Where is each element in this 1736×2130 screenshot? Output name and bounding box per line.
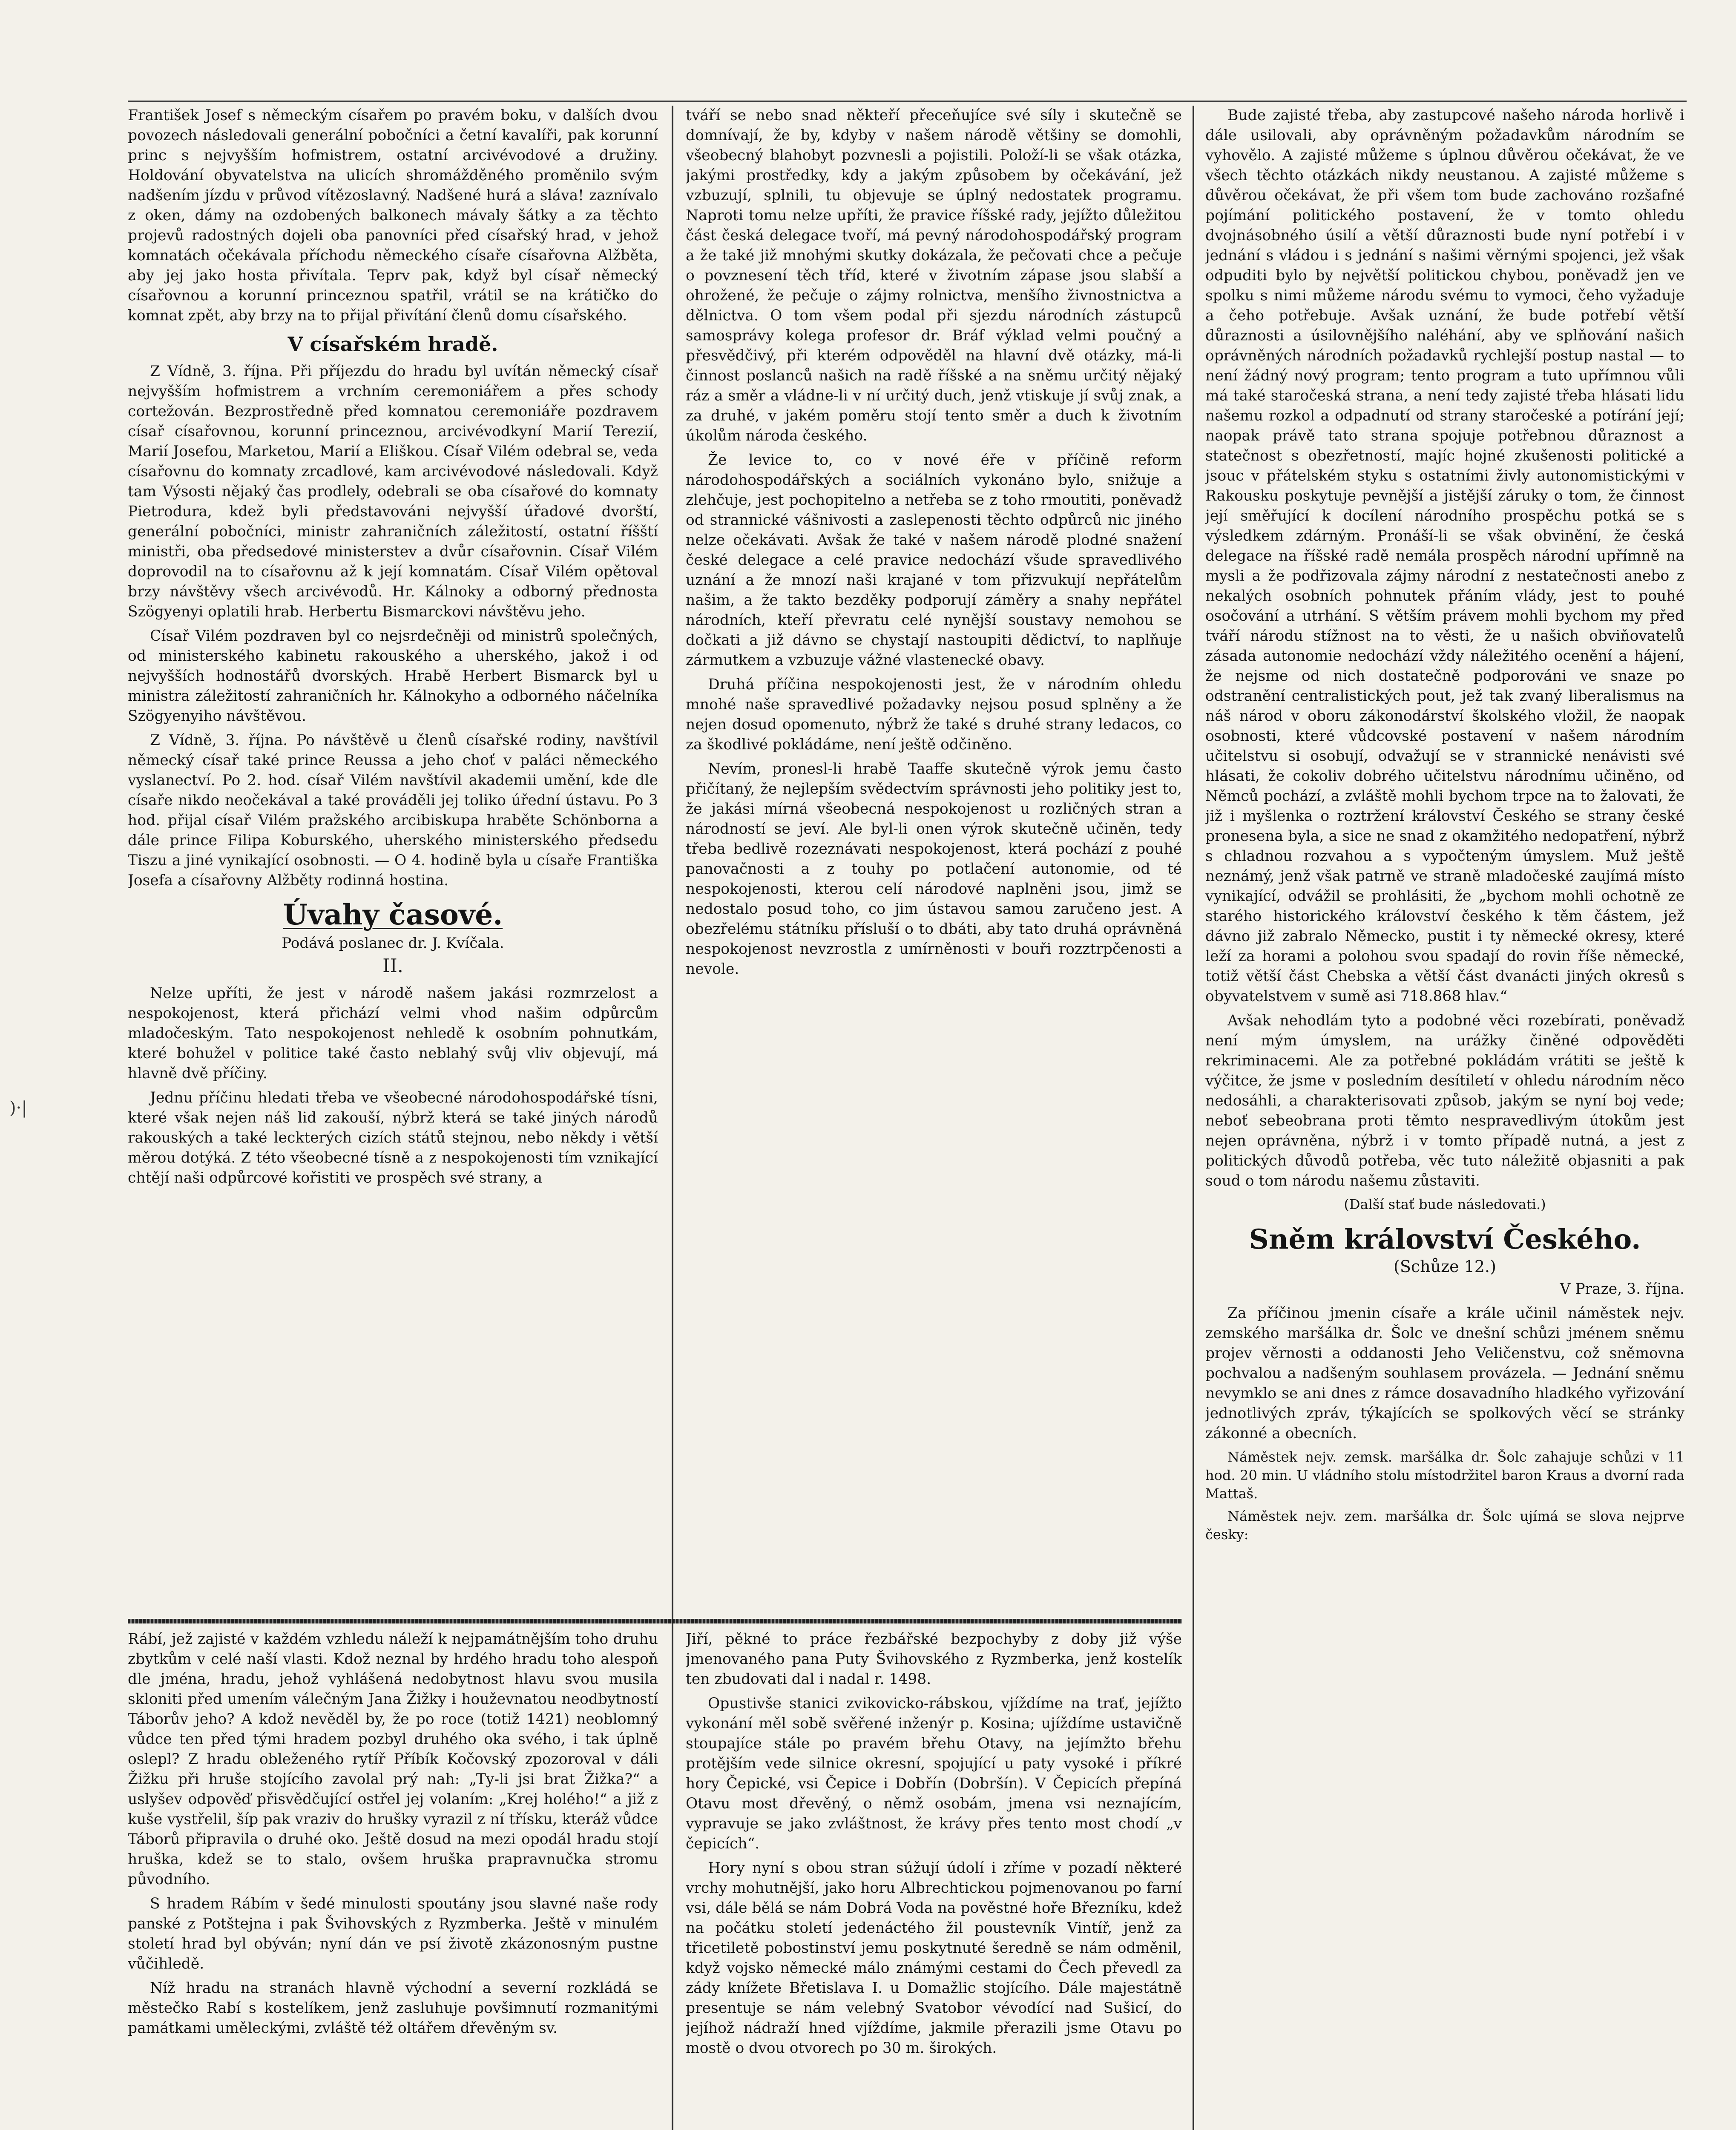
opening-paragraph: František Josef s německým císařem po pravém boku, v dalších dvou povozech následovali generální pobočníci a četní kavalíři, pak korunní princ s nejvyšším hofmistrem, ostatní arcivévodové a družiny. Holdování obyvatelstva na ulicích shromážděného proměnilo svým nadšením jízdu v průvod vítězoslavný. Nadšené hurá a sláva! zaznívalo z oken, dámy na ozdobených balkonech mávaly šátky a za těchto projevů radostných dojeli oba panovníci před císařský hrad, v jehož komnatách očekávala příchodu německého císaře císařovna Alžběta, aby jej jako hosta přivítala. Teprv pak, když byl císař německý císařovnou a korunní princeznou spatřil, vrátil se na krátičko do komnat zpět, aby brzy na to přijal přivítání členů domu císařského.: [128, 107, 658, 324]
middle-column: [686, 106, 1182, 1602]
top-rule: [128, 101, 1687, 102]
diet-session: (Schůze 12.): [1394, 1257, 1496, 1276]
right-paragraph-2: Avšak nehodlám tyto a podobné věci rozebírati, poněvadž není mým úmyslem, na urážky činěné odpověděti rekriminacemi. Ale za potřebné pokládám vrátiti se ještě k výčitce, že jsme v posledním desítiletí v ohledu národním něco nedosáhli, a charakterisovati způsob, jakým se nyní boj vede; neboť sebeobrana proti těmto nespravedlivým útokům jest nejen oprávněna, nýbrž i v tomto případě nutná, a jest z politických důvodů potřeba, věc tuto náležitě objasniti a pak soud o tom národu našemu zůstaviti.: [1205, 1012, 1684, 1189]
right-paragraph-1: Bude zajisté třeba, aby zastupcové našeho národa horlivě i dále usilovali, aby oprávněným požadavkům národním se vyhovělo. A zajisté můžeme s úplnou důvěrou očekávat, že ve všech těchto otázkách nikdy neustanou. A zajisté můžeme s důvěrou očekávat, že při všem tom bude zachováno rozšafné pojímání politického postavení, že v tomto ohledu dvojnásobného úsilí a větší důraznosti bude nyní potřebí i v jednání s vládou i s jednání s našimi věrnými spojenci, jež však odpuditi bylo by největší politickou chybou, poněvadž jen ve spolku s nimi můžeme národu svému to vymoci, čeho vyžaduje a čeho potřebuje. Avšak uznání, že bude potřebí větší důraznosti a úsilovnějšího naléhání, aby ve splňování našich oprávněných národních požadavků rychlejší postup nastal — to není žádný nový program; tento program a tuto upřímnou vůli má také staročeská strana, a není tedy zajisté třeba hlásati lidu našemu rozkol a odpadnutí od strany staročeské a potírání její; naopak právě tato strana spojuje potřebnou důraznost a statečnost s obezřetností, majíc hojné zkušenosti politické a jsouc v přátelském styku s ostatními živly autonomistickými v Rakousku poskytuje pevnější a jistější záruky o tom, že činnost její směřující k docílení národního prospěchu potká se s výsledkem zdárným. Pronáší-li se však obvinění, že česká delegace na říšské radě nemála prospěch národní upřímně na mysli a že podřizovala zájmy národní z nestatečnosti anebo z nekalých osobních pohnutek přáním vlády, jest to pouhé osočování a utrhání. S větším právem mohli bychom my před tváří národu stížnost na to věsti, že u našich obviňovatelů zásada autonomie nedochází vždy náležitého ocenění a hájení, že nejsme od nich dostatečně podporováni ve snaze po odstranění centralistických pout, jež tak zvaný liberalismus na náš národ v oboru zákonodárství školského vložil, že naopak osobnosti, které vůdcovské postavení v našem národním učitelstvu si osobují, odvažují se v strannické nenávisti své hlásati, že cokoliv dobrého učitelstvu národnímu učiněno, od Němců pochází, a zvláště mohli bychom trpce na to žalovati, že již i myšlenka o roztržení království Českého se strany české pronesena byla, a sice ne snad z okamžitého nedopatření, nýbrž s chladnou rozvahou a s vypočteným úmyslem. Muž ještě neznámý, jenž však patrně ve straně mladočeské zaujímá místo vynikající, odvážil se prohlásiti, že „bychom mohli ochotně ze starého historického království českého k těm částem, jež dávno již zabralo Německo, pustit i ty německé okresy, které leží za horami a polohou svou spadají do rovin říše německé, totiž větší část Chebska a větší část dvanácti jiných okresů s obyvatelstvem v sumě asi 718.868 hlav.“: [1205, 107, 1684, 1005]
essay-part-number: II.: [382, 955, 403, 977]
feuilleton-paragraph-2: S hradem Rábím v šedé minulosti spoutány jsou slavné naše rody panské z Potštejna i pak Švihovských z Ryzmberka. Ještě v minulém století hrad byl obýván; nyní dán ve psí životě zkázonosným pustne vůčihledě.: [128, 1895, 658, 1972]
report-paragraph-2: Císař Vilém pozdraven byl co nejsrdečněji od ministrů společných, od ministerského kabinetu rakouského a uherského, jakož i od nejvyšších hodnostářů dvorských. Hrabě Herbert Bismarck byl u ministra záležitostí zahraničních hr. Kálnokyho a odborného náčelníka Szögyenyiho návštěvou.: [128, 627, 658, 725]
continuation-note: (Další stať bude následovati.): [1344, 1196, 1546, 1212]
middle-paragraph-3: Druhá příčina nespokojenosti jest, že v národním ohledu mnohé naše spravedlivé požadavky nejsou posud splněny a že nejen dosud opomenuto, nýbrž že také s druhé strany ledacos, co za škodlivé pokládáme, není ještě odčiněno.: [686, 676, 1182, 753]
feuilleton-paragraph-5: Opustivše stanici zvikovicko-rábskou, vjíždíme na trať, jejížto vykonání měl sobě svěřené inženýr p. Kosina; ujíždíme ustavičně stoupajíce stále po pravém břehu Otavy, na jejímžto břehu protějším vede silnice okresní, spojující u paty vysoké i příkré hory Čepické, vsi Čepice i Dobřín (Dobršín). V Čepicích přepíná Otavu most dřevěný, o němž osobám, jmena vsi neznajícím, vypravuje se jako zvláštnost, že krávy přes tento most chodí „v čepicích“.: [686, 1695, 1182, 1852]
diet-paragraph-3: Náměstek nejv. zem. maršálka dr. Šolc ujímá se slova nejprve česky:: [1205, 1508, 1684, 1543]
feuilleton-paragraph-3: Níž hradu na stranách hlavně východní a severní rozkládá se městečko Rabí s kostelíkem, jenž zasluhuje povšimnutí rozmanitými památkami uměleckými, zvláště též oltářem dřevěným sv.: [128, 1980, 658, 2037]
feuilleton-middle-column: [686, 1629, 1182, 2130]
column-divider-1: [672, 106, 673, 2130]
middle-paragraph-1: tváří se nebo snad někteří přeceňujíce své síly i skutečně se domnívají, že by, kdyby v našem národě většiny se domohli, všeobecný blahobyt pozvnesli a pojistili. Položí-li se však otázka, jakými prostředky, kdy a jakým způsobem by očekávání, jež vzbuzují, splnili, tu objevuje se úplný nedostatek programu. Naproti tomu nelze upříti, že pravice říšské rady, jejížto důležitou část česká delegace tvoří, má pevný národohospodářský program a že také již mnohými skutky dokázala, že pečovati chce a pečuje o povznesení těch tříd, které v životním zápase jsou slabší a ohrožené, že pečuje o zájmy rolnictva, menšího živnostnictva a dělnictva. O tom všem podal při sjezdu národních zástupců samosprávy kolega profesor dr. Bráf výklad velmi poučný a přesvědčivý, při kterém odpověděl na hlavní dvě otázky, má-li činnost poslanců našich na radě říšské a na sněmu určitý nějaký ráz a směr a vládne-li v ní určitý duch, jenž vtiskuje jí svůj znak, a za druhé, v jakém poměru stojí tento směr a duch k životním úkolům národa českého.: [686, 107, 1182, 444]
report-paragraph-1: Z Vídně, 3. října. Při příjezdu do hradu byl uvítán německý císař nejvyšším hofmistrem a vrchním ceremoniářem a přes schody cortežován. Bezprostředně před komnatou ceremoniáře pozdravem císař císařovnou, korunní princeznou, arcivévodkyní Marií Terezií, Marií Josefou, Marketou, Marií a Eliškou. Císař Vilém odebral se, veda císařovnu do komnaty zrcadlové, kam arcivévodové následovali. Když tam Výsosti nějaký čas prodlely, odebrali se oba císařové do komnaty Pietrodura, kdež byli představováni nejvyšší úřadové dvorští, generální pobočníci, ministr zahraničních záležitostí, ostatní říšští ministři, oba předsedové ministerstev a dvůr císařovnin. Císař Vilém doprovodil na to císařovnu až k její komnatám. Císař Vilém opětoval brzy návštěvy všech arcivévodů. Hr. Kálnoky a odborný přednosta Szögyenyi oplatili hrab. Herbertu Bismarckovi návštěvu jeho.: [128, 363, 658, 620]
feuilleton-paragraph-1: Rábí, jež zajisté v každém vzhledu náleží k nejpamátnějším toho druhu zbytkům v celé naší vlasti. Kdož neznal by hrdého hradu toho alespoň dle jména, hradu, jehož vyhlášená nedobytnost hlavu svou musila skloniti před umením válečným Jana Žižky i houževnatou neodbytností Táborův jeho? A kdož nevěděl by, že po roce (totiž 1421) neoblomný vůdce ten před tými hradem pozbyl druhého oka svého, i tak úplně oslepl? Z hradu obleženého rytíř Příbík Kočovský zpozoroval v dáli Žižku při hruše stojícího zavolal prý nah: „Ty-li jsi brat Žižka?“ a uslyšev odpověď přisvědčující ostřel jej volaním: „Krej holého!“ a již z kuše vystřelil, šíp pak vraziv do hrušky vyrazil z ní třísku, kteráž vůdce Táborů připravila o druhé oko. Ještě dosud na mezi opodál hradu stojí hruška, kdež se to stalo, ovšem hruška prapravnučka stromu původního.: [128, 1631, 658, 1888]
feuilleton-paragraph-6: Hory nyní s obou stran súžují údolí i zříme v pozadí některé vrchy mohutnější, jako horu Albrechtickou pojmenovanou po farní vsi, dále bělá se nám Dobrá Voda na pověstné hoře Březníku, kdež na počátku století jedenáctého žil poustevník Vintíř, jenž za třicetiletě pobostinství jemu poskytnuté šeredně se nám odměnil, když vojsko německé málo známými cestami do Čech převedl za zády knížete Břetislava I. u Domažlic stojícího. Dále majestátně presentuje se nám velebný Svatobor vévodící nad Sušicí, do jejíhož nádraží hned vjíždíme, jakmile přerazili jsme Otavu po mostě o dvou otvorech po 30 m. širokých.: [686, 1859, 1182, 2057]
feuilleton-separator: [128, 1619, 1182, 1623]
essay-title: Úvahy časové.: [283, 898, 503, 931]
feuilleton-left-column: [128, 1629, 658, 2130]
diet-paragraph-2: Náměstek nejv. zemsk. maršálka dr. Šolc zahajuje schůzi v 11 hod. 20 min. U vládního stolu místodržitel baron Kraus a dvorní rada Mattaš.: [1205, 1449, 1684, 1502]
diet-paragraph-1: Za příčinou jmenin císaře a krále učinil náměstek nejv. zemského maršálka dr. Šolc ve dnešní schůzi jménem sněmu projev věrnosti a oddanosti Jeho Veličenstvu, což sněmovna pochvalou a nadšeným souhlasem provázela. — Jednání sněmu nevymklo se ani dnes z rámce dosavadního hladkého vyřizování jednotlivých zpráv, týkajících se spolkových věcí se stránky zákonné a obecních.: [1205, 1305, 1684, 1442]
diet-title: Sněm království Českého.: [1249, 1223, 1641, 1255]
middle-paragraph-2: Že levice to, co v nové éře v příčině reform národohospodářských a sociálních vykonáno bylo, snižuje a zlehčuje, jest pochopitelno a netřeba se z toho rmoutiti, poněvadž od strannické vášnivosti a zaslepenosti těchto odpůrců nic jiného nelze očekávati. Avšak že také v našem národě plodné snažení české delegace a celé pravice nedochází všude spravedlivého uznání a že mnozí naši krajané v tom přizvukují nepřátelům našim, a že takto bezděky podporují záměry a snahy nepřátel národních, kteří převratu celé nynější soustavy nemohou se dočkati a již dávno se chystají nastoupiti dědictví, to naplňuje zármutkem a vzbuzuje vážné vlastenecké obavy.: [686, 452, 1182, 669]
essay-byline: Podává poslanec dr. J. Kvíčala.: [282, 935, 504, 952]
left-column: [128, 106, 658, 1602]
margin-mark: )·|: [9, 1098, 27, 1118]
column-divider-2: [1193, 106, 1194, 2130]
section-title: V císařském hradě.: [287, 333, 498, 356]
feuilleton-paragraph-4: Jiří, pěkné to práce řezbářské bezpochyby z doby již výše jmenovaného pana Puty Švihovského z Ryzmberka, jenž kostelík ten zbudovati dal i nadal r. 1498.: [686, 1631, 1182, 1688]
right-column: [1205, 106, 1684, 2130]
middle-paragraph-4: Nevím, pronesl-li hrabě Taaffe skutečně výrok jemu často přičítaný, že nejlepším svědectvím správnosti jeho politiky jest to, že jakási mírná všeobecná nespokojenost u rozličných stran a národností se jeví. Ale byl-li onen výrok skutečně učiněn, tedy třeba bedlivě rozeznávati nespokojenost, která pochází z pouhé panovačnosti a z touhy po potlačení autonomie, od té nespokojenosti, kterou celí národové naplněni jsou, jimž se nedostalo posud toho, co jim ústavou samou zaručeno jest. A obezřelému státníku přísluší o to dbáti, aby tato druhá oprávněná nespokojenost nevzrostla z umírněnosti v bouři rozztrpčenosti a nevole.: [686, 760, 1182, 978]
essay-paragraph-1: Nelze upříti, že jest v národě našem jakási rozmrzelost a nespokojenost, která přichází velmi vhod našim odpůrcům mladočeským. Tato nespokojenost nehledě k osobním pohnutkám, které bohužel v politice také často neblahý svůj vliv objevují, má hlavně dvě příčiny.: [128, 985, 658, 1082]
diet-dateline: V Praze, 3. října.: [1560, 1281, 1684, 1298]
essay-paragraph-2: Jednu příčinu hledati třeba ve všeobecné národohospodářské tísni, které však nejen náš lid zakouší, nýbrž která se také jiných národů rakouských a také leckterých cizích států stejnou, nebo někdy i větší měrou dotýká. Z této všeobecné tísně a z nespokojenosti tím vznikající chtějí naši odpůrcové kořistiti ve prospěch své strany, a: [128, 1089, 658, 1186]
report-paragraph-3: Z Vídně, 3. října. Po návštěvě u členů císařské rodiny, navštívil německý císař také prince Reussa a jeho choť v paláci německého vyslanectví. Po 2. hod. císař Vilém navštívil akademii umění, kde dle císaře nikdo neočekával a také prováděli jej toliko úřední ústavu. Po 3 hod. přijal císař Vilém pražského arcibiskupa hraběte Schönborna a dále prince Filipa Koburského, uherského ministerského předsedu Tiszu a jiné vynikající osobnosti. — O 4. hodině byla u císaře Františka Josefa a císařovny Alžběty rodinná hostina.: [128, 732, 658, 889]
